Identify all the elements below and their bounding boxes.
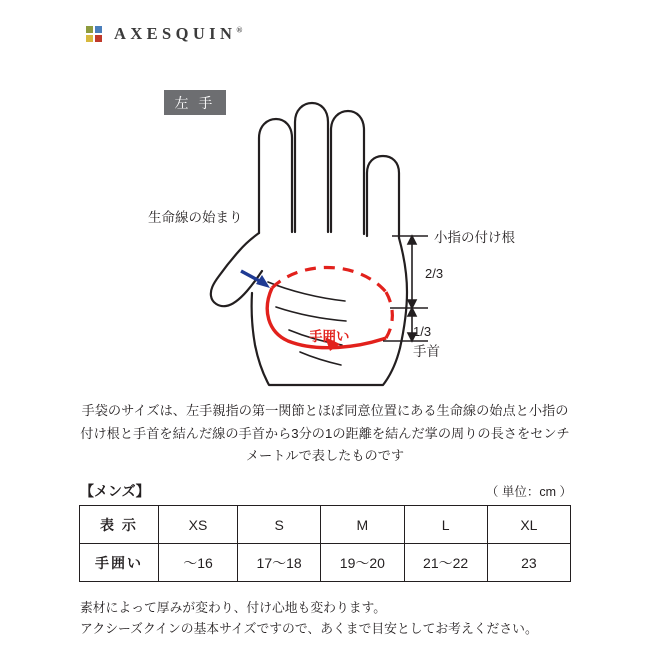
table-header-display: 表 示	[80, 506, 159, 544]
brand-name-text: AXESQUIN	[114, 24, 237, 43]
table-header-xl: XL	[487, 506, 570, 544]
table-header-m: M	[321, 506, 404, 544]
table-cell-s: 17～18	[238, 544, 321, 582]
table-cell-l: 21～22	[404, 544, 487, 582]
annotation-one-third: 1/3	[413, 324, 432, 339]
table-row-header	[80, 506, 571, 544]
palm-crease-lines-icon	[268, 282, 346, 365]
brand-name	[114, 24, 242, 44]
table-unit-label: （ 単位：cm ）	[485, 485, 572, 499]
table-header-xs: XS	[159, 506, 238, 544]
measure-arc-dashed-right	[386, 292, 392, 338]
table-cell-m: 19～20	[321, 544, 404, 582]
footnote-line-1: 素材によって厚みが変わり、付け心地も変わります。	[80, 600, 387, 615]
hand-side-badge: 左 手	[164, 90, 226, 115]
footnote-line-2: アクシーズクインの基本サイズですので、あくまで目安としてお考えください。	[80, 620, 538, 636]
table-cell-xs: ～16	[159, 544, 238, 582]
size-table	[79, 505, 571, 582]
table-cell-xl: 23	[487, 544, 570, 582]
annotation-lifeline: 生命線の始まり	[148, 210, 243, 225]
brand-logo	[86, 24, 242, 44]
table-category-label: 【メンズ】	[80, 483, 150, 499]
annotation-hand-circumference: 手囲い	[309, 329, 350, 344]
measure-arc-dashed	[272, 267, 386, 292]
table-header-l: L	[404, 506, 487, 544]
lifeline-arrow-icon	[241, 271, 270, 288]
size-description: 手袋のサイズは、左手親指の第一関節とほぼ同意位置にある生命線の始点と小指の付け根と手首を結んだ線の手首から3分の1の距離を結んだ掌の周りの長さをセンチメートルで表したものです	[80, 403, 570, 464]
annotation-wrist: 手首	[413, 344, 440, 359]
registered-mark: ®	[236, 25, 243, 35]
table-header-circumference: 手囲い	[80, 544, 159, 582]
table-row	[80, 544, 571, 582]
annotation-two-thirds: 2/3	[425, 266, 444, 281]
logo-squares-icon	[86, 26, 102, 42]
annotation-pinky-base: 小指の付け根	[434, 230, 515, 245]
table-header-s: S	[238, 506, 321, 544]
footnotes	[80, 598, 538, 639]
